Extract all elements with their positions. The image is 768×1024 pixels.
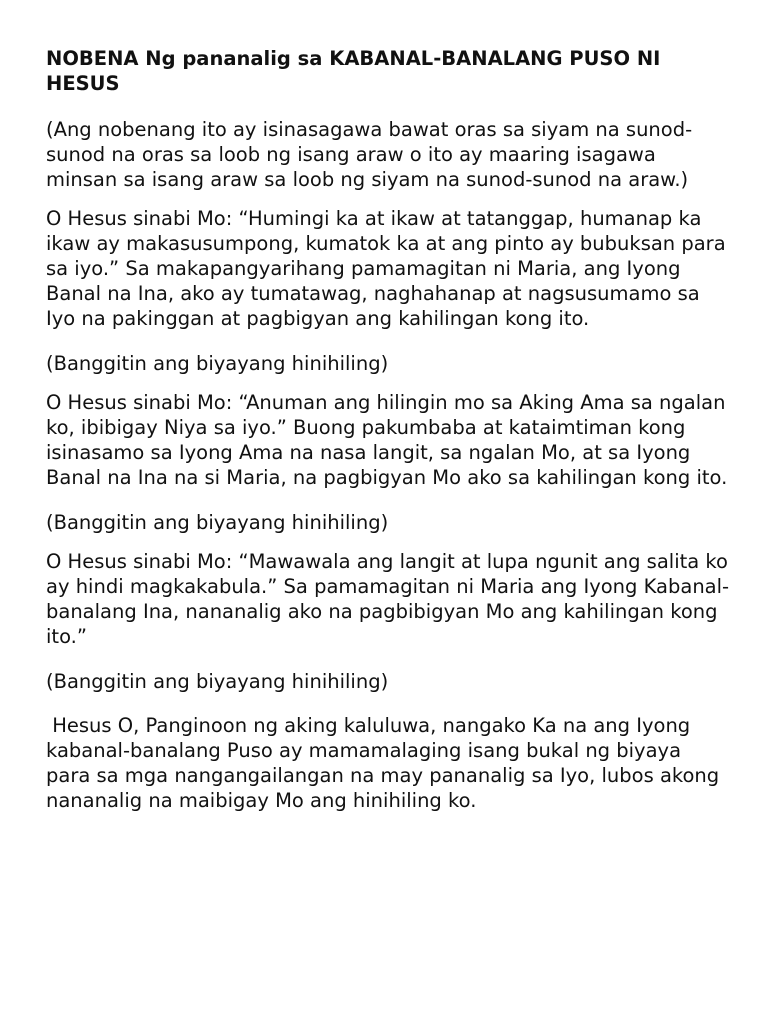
document-page — [46, 46, 730, 814]
intention-note-3: (Banggitin ang biyayang hinihiling) — [46, 669, 389, 693]
prayer-paragraph-3: O Hesus sinabi Mo: “Mawawala ang langit at lupa ngunit ang salita ko ay hindi magkakabula.” Sa pamamagitan ni Maria ang Iyong Kabanal-banalang Ina, nananalig ako na pagbibigyan Mo ang kahilingan kong ito.” — [46, 549, 730, 649]
intro-paragraph: (Ang nobenang ito ay isinasagawa bawat oras sa siyam na sunod-sunod na oras sa loob ng isang araw o ito ay maaring isagawa minsan sa isang araw sa loob ng siyam na sunod-sunod na araw.) — [46, 118, 693, 192]
prayer-paragraph-4: Hesus O, Panginoon ng aking kaluluwa, nangako Ka na ang Iyong kabanal-banalang Puso ay mamamalaging isang bukal ng biyaya para sa mga nangangailangan na may pananalig sa Iyo, lubos akong nananalig na maibigay Mo ang hinihiling ko. — [46, 713, 726, 813]
document-title: NOBENA Ng pananalig sa KABANAL-BANALANG PUSO NI HESUS — [46, 47, 661, 95]
prayer-paragraph-2: O Hesus sinabi Mo: “Anuman ang hilingin mo sa Aking Ama sa ngalan ko, ibibigay Niya sa iyo.” Buong pakumbaba at kataimtiman kong isinasamo sa Iyong Ama na nasa langit, sa ngalan Mo, at sa Iyong Banal na Ina na si Maria, na pagbigyan Mo ako sa kahilingan kong ito. — [46, 390, 728, 490]
prayer-paragraph-1: O Hesus sinabi Mo: “Humingi ka at ikaw at tatanggap, humanap ka ikaw ay makasusumpong, kumatok ka at ang pinto ay bubuksan para sa iyo.” Sa makapangyarihang pamamagitan ni Maria, ang Iyong Banal na Ina, ako ay tumatawag, naghahanap at nagsusumamo sa Iyo na pakinggan at pagbigyan ang kahilingan kong ito. — [46, 206, 726, 331]
intention-note-2: (Banggitin ang biyayang hinihiling) — [46, 510, 389, 534]
intention-note-1: (Banggitin ang biyayang hinihiling) — [46, 351, 389, 375]
